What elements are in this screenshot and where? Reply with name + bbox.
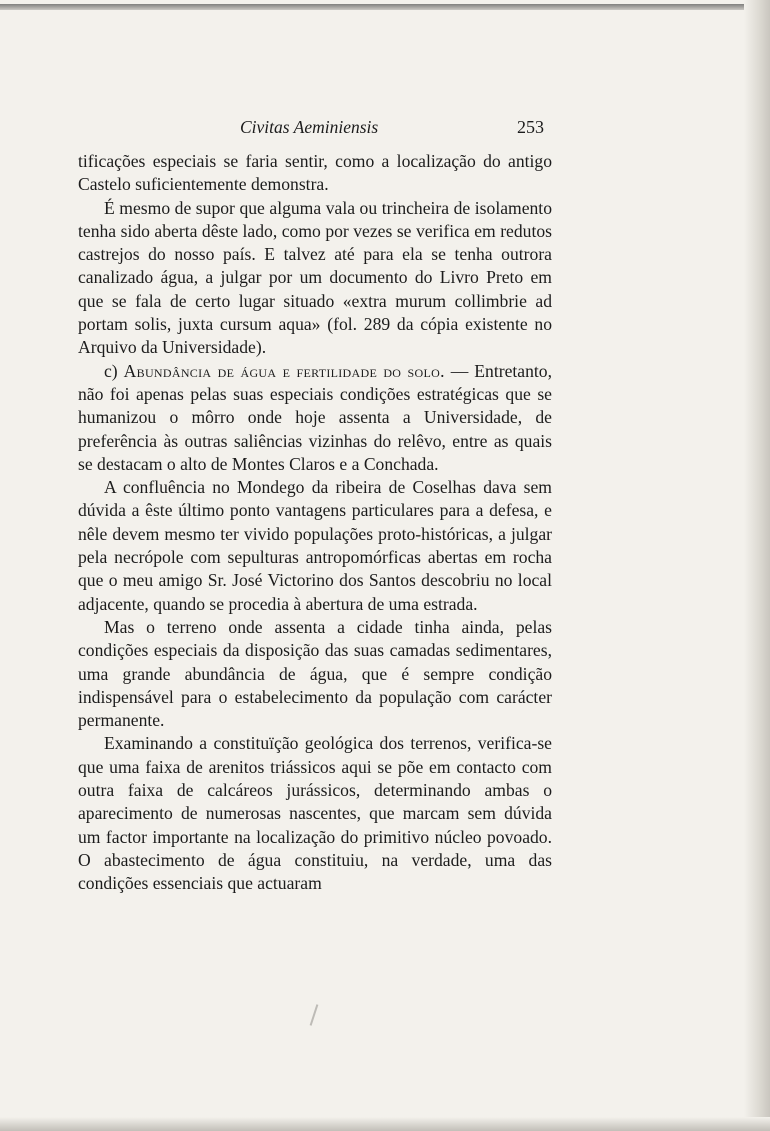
- pencil-mark: [310, 1004, 319, 1026]
- paragraph-vala: É mesmo de supor que alguma vala ou trincheira de isolamento tenha sido aberta dêste lado, como por vezes se verifica em redutos castrejos do nosso país. E talvez até para ela se tenha outrora canalizado água, a julgar por um documento do Livro Preto em que se fala de certo lugar situado «extra murum collimbrie ad portam solis, juxta cursum aqua» (fol. 289 da cópia existente no Arquivo da Universidade).: [78, 197, 552, 358]
- section-text: — Entretanto, não foi apenas pelas suas especiais condições estratégicas que se humanizou o môrro onde hoje assenta a Universidade, de preferência às outras saliências vizinhas do relêvo, entre as quais se destacam o alto de Montes Claros e a Conchada.: [78, 360, 552, 474]
- paragraph-section-c: [78, 360, 552, 476]
- paragraph-terreno: Mas o terreno onde assenta a cidade tinha ainda, pelas condições especiais da disposição das suas camadas sedimentares, uma grande abundância de água, que é sempre condição indispensável para o estabelecimento da população com carácter permanente.: [78, 616, 552, 731]
- section-label: c): [104, 360, 118, 381]
- paragraph-continuation: tificações especiais se faria sentir, como a localização do antigo Castelo suficientemente demonstra.: [78, 151, 552, 195]
- bottom-page-edge: [0, 1117, 770, 1131]
- paragraph-confluencia: A confluência no Mondego da ribeira de Coselhas dava sem dúvida a êste último ponto vantagens particulares para a defesa, e nêle devem mesmo ter vivido populações proto-históricas, a julgar pela necrópole com sepulturas antropomórficas abertas em rocha que o meu amigo Sr. José Victorino dos Santos descobriu no local adjacente, quando se procedia à abertura de uma estrada.: [78, 477, 552, 614]
- right-page-edge: [744, 0, 770, 1131]
- body-text: [78, 150, 552, 896]
- running-title: Civitas Aeminiensis: [240, 117, 379, 137]
- paragraph-geologia: Examinando a constituïção geológica dos terrenos, verifica-se que uma faixa de arenitos triássicos aqui se põe em contacto com outra faixa de calcáreos jurássicos, determinando ambas o aparecimento de numerosas nascentes, que marcam sem dúvida um factor importante na localização do primitivo núcleo povoado. O abastecimento de água constituiu, na verdade, uma das condições essenciais que actuaram: [78, 733, 552, 894]
- section-heading: Abundância de água e fertilidade do solo.: [123, 360, 445, 381]
- page-header: [78, 112, 552, 142]
- page-number: 253: [517, 117, 544, 137]
- top-scan-border: [0, 4, 770, 10]
